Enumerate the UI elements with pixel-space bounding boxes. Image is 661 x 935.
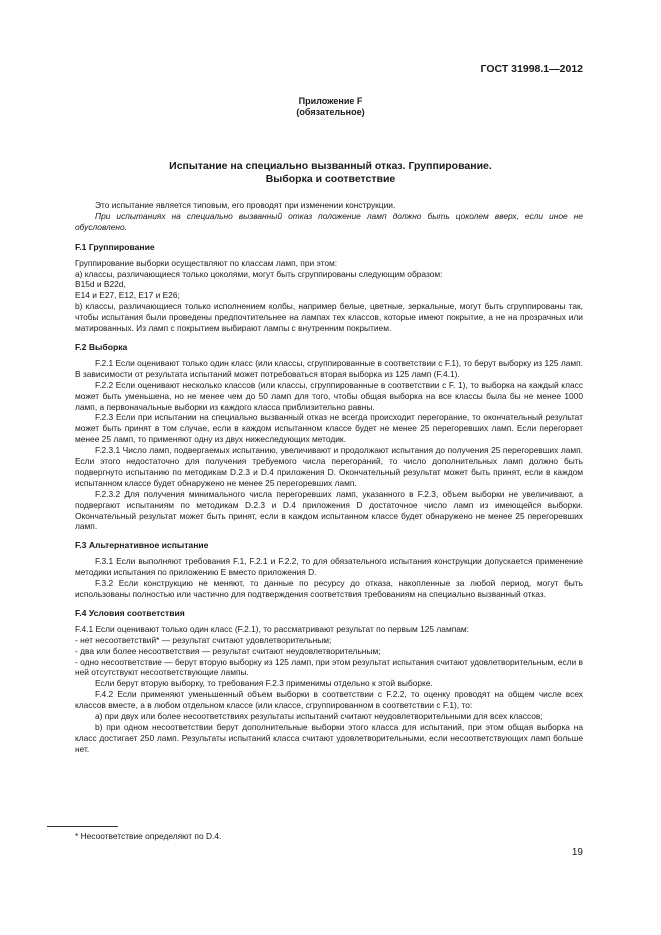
paragraph: В15d и В22d, [75, 279, 126, 290]
paragraph: b) при одном несоответствии берут дополнительные выборки этого класса для испытаний, при этом общая выборка на класс достигает 250 ламп. Результаты испытаний класса считают удовлетворительными, если несоответствующих ламп больше нет. [75, 721, 583, 754]
paragraph: а) при двух или более несоответствиях результаты испытаний считают неудовлетворительными для всех классов; [95, 711, 543, 722]
paragraph: b) классы, различающиеся только исполнением колбы, например белые, цветные, зеркальные, могут быть сгруппированы так, чтобы испытания были проведены предпочтительнее на лампах тех классов, которые имеют покрытие, а не на прозрачных или матированных. Из ламп с покрытием выбирают лампы с внутренним покрытием. [75, 301, 583, 334]
paragraph: F.2.3 Если при испытании на специально вызванный отказ не всегда происходит перегорание, то окончательный результат может быть принят в том случае, если в каждом испытанном классе будет не менее 25 перегоревших ламп. Если перегорает менее 25 ламп, то применяют одну из двух нижеследующих методик. [75, 412, 583, 445]
section-heading-f3: F.3 Альтернативное испытание [75, 540, 209, 551]
intro-paragraph: Это испытание является типовым, его проводят при изменении конструкции. [95, 200, 396, 210]
paragraph: Е14 и Е27, Е12, Е17 и Е26; [75, 290, 180, 301]
section-heading-f1: F.1 Группирование [75, 241, 155, 252]
section-heading-f2: F.2 Выборка [75, 341, 128, 352]
paragraph: - нет несоответствий* — результат считают удовлетворительным; [75, 634, 332, 645]
paragraph: F.2.2 Если оценивают несколько классов (или классы, сгруппированные в соответствии с F. 1), то выборка на каждый класс может быть уменьшена, но не менее чем до 50 ламп для того, чтобы общая выборка на все классы была бы не менее 1000 ламп, а первоначальные выборки из каждого класса приблизительно равны. [75, 379, 583, 412]
paragraph: Если берут вторую выборку, то требования F.2.3 применимы отдельно к этой выборке. [95, 678, 433, 689]
standard-number: ГОСТ 31998.1—2012 [480, 63, 583, 75]
paragraph: - два или более несоответствия — результат считают неудовлетворительным; [75, 645, 381, 656]
footnote: * Несоответствие определяют по D.4. [75, 831, 222, 841]
annex-status: (обязательное) [296, 107, 365, 117]
footnote-divider [47, 826, 118, 827]
annex-title-line-2: Выборка и соответствие [265, 173, 396, 185]
paragraph: F.2.3.1 Число ламп, подвергаемых испытанию, увеличивают и продолжают испытания до получения 25 перегоревших ламп. Если этого недостаточно для получения требуемого числа перегораний, то число дополнительных ламп должно быть подвергнуто испытанию по методикам D.2.3 и D.4 приложения D. Окончательный результат может быть принят, если в каждом испытанном классе будет обнаружено не менее 25 перегоревших ламп. [75, 445, 583, 488]
paragraph: F.3.1 Если выполняют требования F.1, F.2.1 и F.2.2, то для обязательного испытания конструкции допускается применение методики испытания по приложению Е вместо приложения D. [75, 556, 583, 578]
section-heading-f4: F.4 Условия соответствия [75, 607, 185, 618]
paragraph: F.2.3.2 Для получения минимального числа перегоревших ламп, указанного в F.2.3, объем выборки не увеличивают, а подвергают испытаниям по методикам D.2.3 и D.4 приложения D достаточное число ламп из имеющейся выборки. Окончательный результат может быть принят, если в каждом испытанном классе будет обнаружено не менее 25 перегоревших ламп. [75, 488, 583, 532]
paragraph: Группирование выборки осуществляют по классам ламп, при этом: [75, 257, 338, 268]
page-number: 19 [571, 847, 583, 858]
annex-title [0, 160, 661, 186]
document-body [75, 200, 583, 755]
annex-label: Приложение F [298, 96, 363, 106]
intro-note: При испытаниях на специально вызванный отказ положение ламп должно быть цоколем вверх, если иное не обусловлено. [75, 210, 583, 232]
paragraph: - одно несоответствие — берут вторую выборку из 125 ламп, при этом результат испытания считают удовлетворительным, если в ней отсутствуют несоответствующие лампы. [75, 656, 583, 678]
annex-label-block [0, 96, 661, 118]
paragraph: F.4.1 Если оценивают только один класс (F.2.1), то рассматривают результат по первым 125 лампам: [75, 623, 469, 634]
paragraph: F.2.1 Если оценивают только один класс (или классы, сгруппированные в соответствии с F.1), то берут выборку из 125 ламп. В зависимости от результата испытаний может потребоваться вторая выборка из 125 ламп (F.4.1). [75, 357, 583, 379]
paragraph: F.4.2 Если применяют уменьшенный объем выборки в соответствии с F.2.2, то оценку проводят на общем числе всех классов вместе, а в любом отдельном классе (или классе, сгруппированном в соответствии с F.1), то: [75, 689, 583, 711]
paragraph: F.3.2 Если конструкцию не меняют, то данные по ресурсу до отказа, накопленные за любой период, могут быть использованы полностью или частично для подтверждения соответствия требованиям на специально вызванный отказ. [75, 578, 583, 599]
paragraph: а) классы, различающиеся только цоколями, могут быть сгруппированы следующим образом: [75, 268, 443, 279]
annex-title-line-1: Испытание на специально вызванный отказ. Группирование. [169, 160, 492, 172]
